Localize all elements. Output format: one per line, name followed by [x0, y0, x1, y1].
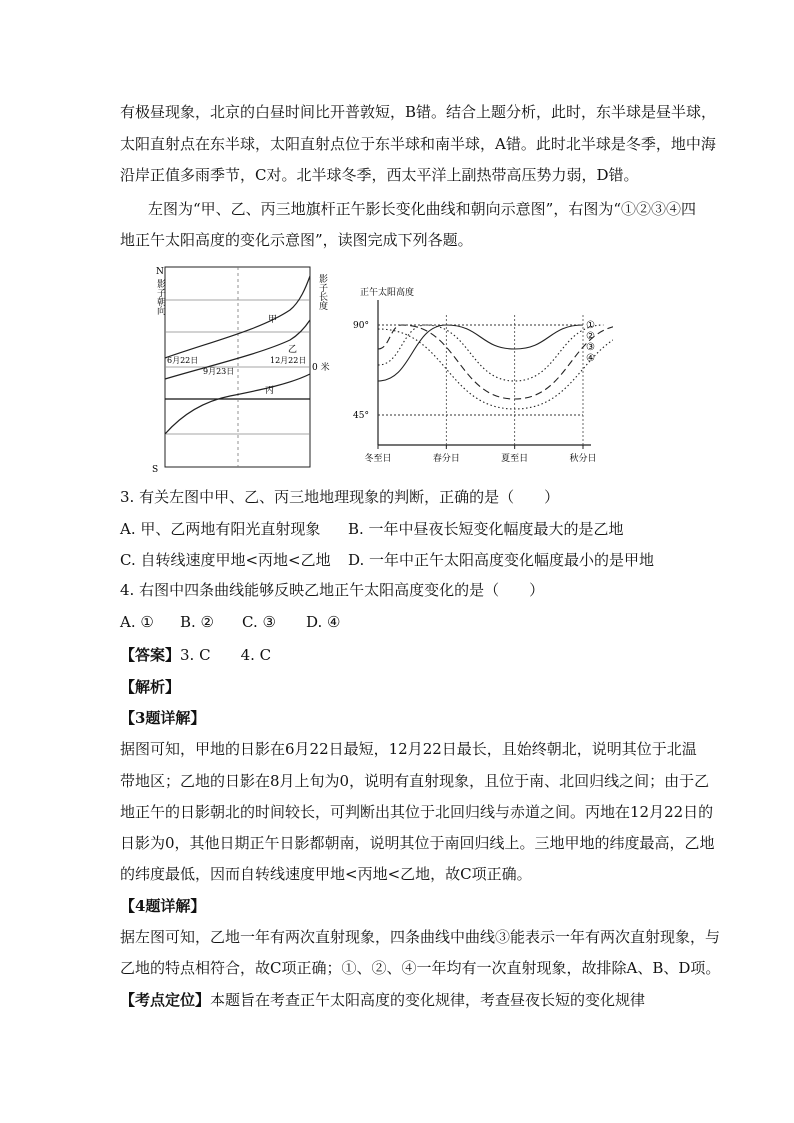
q3-detail-line-5: 的纬度最低，因而自转线速度甲地<丙地<乙地，故C项正确。 — [120, 865, 532, 883]
intro-line-2: 地正午太阳高度的变化示意图”，读图完成下列各题。 — [120, 231, 473, 249]
q3-detail-line-4: 日影为0，其他日期正午日影都朝南，说明其位于南回归线上。三地甲地的纬度最高，乙地 — [120, 834, 715, 852]
series-line-1 — [378, 325, 583, 381]
q4-option-a: A. ① — [120, 613, 154, 631]
curve-bing — [165, 374, 310, 434]
q3-option-b: B. 一年中昼夜长短变化幅度最大的是乙地 — [348, 520, 624, 538]
q4-option-d: D. ④ — [306, 613, 341, 631]
q4-detail-tag: 【4题详解】 — [120, 897, 206, 915]
date-jun22: 6月22日 — [167, 356, 199, 365]
answer-line — [120, 645, 271, 665]
para1-line-2: 太阳直射点在东半球，太阳直射点位于东半球和南半球，A错。此时北半球是冬季，地中海 — [120, 135, 716, 153]
q3-option-a: A. 甲、乙两地有阳光直射现象 — [120, 520, 321, 538]
label-yi: 乙 — [288, 345, 298, 355]
south-label: S — [152, 465, 159, 475]
kaodian-tag: 【考点定位】 — [120, 991, 211, 1009]
q4-stem: 4. 右图中四条曲线能够反映乙地正午太阳高度变化的是（ ） — [120, 581, 545, 599]
zero-label: 0 米 — [312, 363, 330, 373]
x-tick-label: 夏至日 — [501, 454, 529, 464]
para1-line-1: 有极昼现象，北京的白昼时间比开普敦短，B错。结合上题分析，此时，东半球是昼半球， — [120, 103, 717, 121]
date-dec22: 12月22日 — [270, 356, 307, 365]
q4-option-b: B. ② — [180, 613, 215, 631]
x-tick-label: 秋分日 — [569, 454, 597, 464]
q3-option-d: D. 一年中正午太阳高度变化幅度最小的是甲地 — [348, 551, 655, 569]
north-label: N — [156, 267, 164, 277]
series-line-3 — [378, 325, 613, 399]
intro-line-1: 左图为“甲、乙、丙三地旗杆正午影长变化曲线和朝向示意图”，右图为“①②③④四 — [148, 200, 697, 218]
analysis-tag: 【解析】 — [120, 678, 181, 696]
series-label-4: ④ — [586, 353, 595, 364]
date-sep23: 9月23日 — [203, 367, 235, 376]
answer-tag: 【答案】 — [120, 646, 181, 664]
q3-detail-tag: 【3题详解】 — [120, 709, 206, 727]
q3-detail-line-2: 带地区；乙地的日影在8月上旬为0，说明有直射现象，且位于南、北回归线之间；由于乙 — [120, 772, 710, 790]
q4-detail-line-2: 乙地的特点相符合，故C项正确；①、②、④一年均有一次直射现象，故排除A、B、D项。 — [120, 959, 721, 977]
q3-option-c: C. 自转线速度甲地<丙地<乙地 — [120, 551, 331, 569]
label-jia: 甲 — [268, 315, 278, 325]
q3-detail-line-3: 地正午的日影朝北的时间较长，可判断出其位于北回归线与赤道之间。丙地在12月22日的 — [120, 803, 714, 821]
kaodian-text: 本题旨在考查正午太阳高度的变化规律，考查昼夜长短的变化规律 — [210, 991, 646, 1009]
right-figure-chart — [348, 275, 613, 470]
q4-detail-line-1: 据左图可知，乙地一年有两次直射现象，四条曲线中曲线③能表示一年有两次直射现象，与 — [120, 928, 721, 946]
y-tick-label: 45° — [353, 411, 369, 421]
series-label-2: ② — [586, 331, 595, 342]
answer-text: 3. C 4. C — [180, 646, 272, 664]
series-label-1: ① — [586, 320, 595, 331]
label-bing: 丙 — [265, 386, 275, 396]
q4-option-c: C. ③ — [242, 613, 276, 631]
right-axis-label: 影子长度 — [317, 274, 327, 310]
left-figure — [140, 262, 345, 477]
q3-stem: 3. 有关左图中甲、乙、丙三地地理现象的判断，正确的是（ ） — [120, 488, 560, 506]
series-label-3: ③ — [586, 342, 595, 353]
x-tick-label: 冬至日 — [364, 454, 392, 464]
chart-title: 正午太阳高度 — [360, 288, 415, 298]
y-tick-label: 90° — [353, 321, 369, 331]
para1-line-3: 沿岸正值多雨季节，C对。北半球冬季，西太平洋上副热带高压势力弱，D错。 — [120, 166, 639, 184]
q3-detail-line-1: 据图可知，甲地的日影在6月22日最短，12月22日最长，且始终朝北，说明其位于北温 — [120, 740, 697, 758]
x-tick-label: 春分日 — [432, 454, 460, 464]
kaodian-line — [120, 990, 645, 1010]
series-line-4 — [378, 329, 613, 409]
y-axis-label: 影子朝向 — [155, 279, 165, 315]
